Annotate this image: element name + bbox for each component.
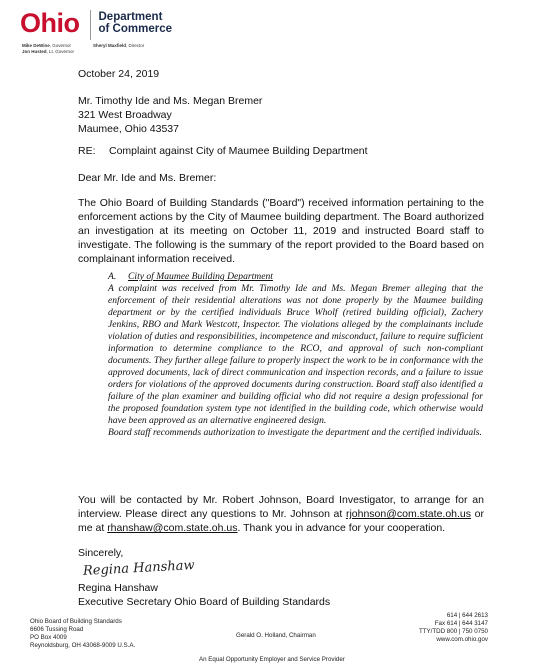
ohio-logo	[20, 8, 172, 40]
finding-section	[108, 271, 483, 439]
footer-contact	[419, 612, 488, 644]
eeo-statement: An Equal Opportunity Employer and Service Provider	[199, 656, 345, 663]
paragraph-intro: The Ohio Board of Building Standards ("Board") received information pertaining to the enforcement actions by the City of Maumee building department. The Board authorized an investigation at its meeting on October 11, 2019 and instructed Board staff to investigate. The following is the summary of the report provided to the Board based on complainant information received.	[78, 197, 484, 265]
footer-fax: Fax 614 | 644 3147	[434, 620, 488, 627]
signer-title: Executive Secretary Ohio Board of Building Standards	[78, 596, 331, 608]
official-title: , Lt. Governor	[46, 49, 75, 54]
logo-wordmark: Ohio	[20, 8, 80, 38]
recipient-line-2: 321 West Broadway	[78, 109, 172, 121]
footer-phone: 614 | 644 2613	[446, 612, 488, 619]
letter-date: October 24, 2019	[78, 68, 160, 80]
official-name: Sheryl Maxfield	[93, 43, 127, 48]
footer-address-line: Ohio Board of Building Standards	[30, 618, 122, 625]
official-director	[93, 43, 144, 49]
footer-tty: TTY/TDD 800 | 750 0750	[418, 628, 488, 635]
subject-line	[78, 144, 368, 158]
section-body: A complaint was received from Mr. Timothy Ide and Ms. Megan Bremer alleging that the enforcement of their residential alterations was not done properly by the Maumee building department or by the certified individuals Bruce Wholf (retired building official), Zachery Jenkins, RBO and Mark Westcott, Inspector. The violations alleged by the complainants include violation of duties and responsibilities, incompetence and misconduct, failure to require sufficient information to determine compliance to the RCO, and approval of such non-compliant documents. They further allege failure to properly inspect the work to be in conformance with the approved documents, lack of direct communication and inspection records, and a failure to issue orders for violations of the approved documents during construction. Board staff also identified a failure of the plan examiner and building official who did not require a design professional for the proposed foundation system type not identified in the building code, which otherwise would have been approved as an alternative engineered design.	[108, 283, 483, 426]
official-name: Jon Husted	[22, 49, 47, 54]
official-title: , Director	[126, 43, 145, 48]
investigator-email-link[interactable]: rjohnson@com.state.oh.us	[345, 508, 472, 520]
recipient-address	[78, 94, 262, 136]
department-name	[99, 8, 173, 35]
contact-text-2: or me at	[78, 508, 484, 534]
footer-address-line: Reynoldsburg, OH 43068-9009 U.S.A.	[30, 642, 136, 649]
signer-name: Regina Hanshaw	[78, 582, 158, 594]
recipient-line-3: Maumee, Ohio 43537	[78, 123, 179, 135]
official-name: Mike DeWine	[22, 43, 50, 48]
logo-divider	[90, 10, 91, 40]
chairman-name: Gerald O. Holland, Chairman	[236, 632, 316, 639]
closing: Sincerely,	[78, 547, 124, 559]
official-title: , Governor	[49, 43, 71, 48]
footer-website: www.com.ohio.gov	[436, 636, 488, 643]
footer-address-line: 6606 Tussing Road	[30, 626, 84, 633]
section-marker: A.	[108, 271, 117, 282]
department-line-1: Department	[98, 11, 163, 23]
signer-block	[78, 581, 330, 609]
subject-text: Complaint against City of Maumee Building Department	[109, 145, 368, 157]
contact-text-3: . Thank you in advance for your cooperation.	[237, 522, 446, 534]
footer-address-line: PO Box 4009	[30, 634, 67, 641]
department-line-2: of Commerce	[98, 23, 172, 35]
salutation: Dear Mr. Ide and Ms. Bremer:	[78, 172, 217, 184]
paragraph-contact	[78, 493, 484, 535]
section-heading	[108, 271, 483, 283]
officials-governor	[22, 43, 74, 55]
section-recommendation: Board staff recommends authorization to investigate the department and the certified individuals.	[108, 427, 482, 438]
recipient-line-1: Mr. Timothy Ide and Ms. Megan Bremer	[78, 95, 263, 107]
section-title: City of Maumee Building Department	[128, 271, 273, 282]
secretary-email-link[interactable]: rhanshaw@com.state.oh.us	[107, 522, 238, 534]
footer-address	[30, 618, 135, 650]
subject-label: RE:	[78, 145, 96, 157]
official-lt-governor	[22, 49, 74, 55]
handwritten-signature: Regina Hanshaw	[82, 558, 195, 579]
contact-text-1: You will be contacted by Mr. Robert Johnson, Board Investigator, to arrange for an interview. Please direct any questions to Mr. Johnson at	[78, 494, 484, 520]
